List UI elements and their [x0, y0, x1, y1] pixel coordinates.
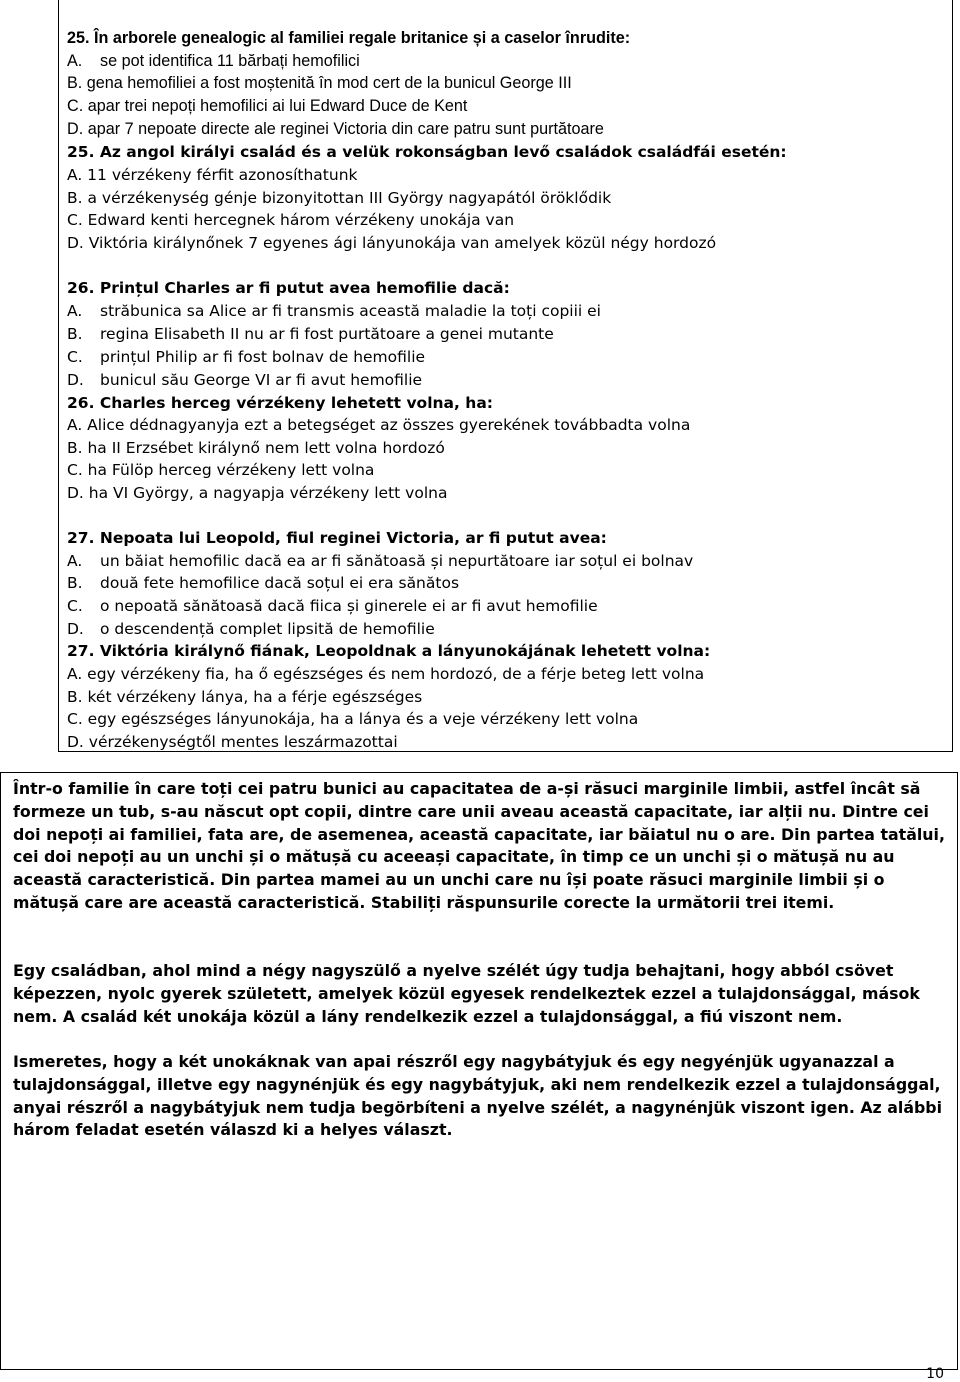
question-25-hu-option-a[interactable]: A. 11 vérzékeny férfit azonosíthatunk: [67, 166, 358, 184]
question-27-ro-option-a[interactable]: A. un băiat hemofilic dacă ea ar fi sănătoasă și nepurtătoare iar soțul ei bolnav: [67, 552, 694, 570]
question-26-hu-option-c[interactable]: C. ha Fülöp herceg vérzékeny lett volna: [67, 461, 375, 479]
question-27-hu-option-b[interactable]: B. két vérzékeny lánya, ha a férje egészséges: [67, 688, 423, 706]
question-27-ro-option-d[interactable]: D. o descendență complet lipsită de hemofilie: [67, 620, 435, 638]
question-27-ro-option-b[interactable]: B. două fete hemofilice dacă soțul ei era sănătos: [67, 574, 460, 592]
question-27-hu-title: 27. Viktória királynő fiának, Leopoldnak a lányunokájának lehetett volna:: [67, 642, 711, 660]
question-26-ro-option-d[interactable]: D. bunicul său George VI ar fi avut hemofilie: [67, 371, 423, 389]
question-27-hu-option-a[interactable]: A. egy vérzékeny fia, ha ő egészséges és nem hordozó, de a férje beteg lett volna: [67, 665, 705, 683]
context-ro-paragraph: Într-o familie în care toți cei patru bunici au capacitatea de a-și răsuci marginile limbii, astfel încât să formeze un tub, s-au născut opt copii, dintre care unii aveau această capacitate, iar alții nu. Dintre cei doi nepoți ai familiei, fata are, de asemenea, această capacitate, iar băiatul nu o are. Din partea tatălui, cei doi nepoți au un unchi și o mătușă cu aceeași capacitate, în timp ce un unchi și o mătușă nu au această caracteristică. Din partea mamei au un unchi care nu își poate răsuci marginile limbii și o mătușă care are această caracteristică. Stabiliți răspunsurile corecte la următorii trei itemi.: [13, 779, 945, 912]
page-number: 10: [926, 1366, 944, 1382]
question-26-hu-option-b[interactable]: B. ha II Erzsébet királynő nem lett volna hordozó: [67, 439, 445, 457]
question-27-ro-title: 27. Nepoata lui Leopold, fiul reginei Victoria, ar fi putut avea:: [67, 529, 607, 547]
question-26-ro-option-c[interactable]: C. prințul Philip ar fi fost bolnav de hemofilie: [67, 348, 426, 366]
context-hu-paragraph-1: Egy családban, ahol mind a négy nagyszülő a nyelve szélét úgy tudja behajtani, hogy abból csövet képezzen, nyolc gyerek született, amelyek közül egyesek rendelkeztek ezzel a tulajdonsággal, mások nem. A család két unokája közül a lány rendelkezik ezzel a tulajdonsággal, a fiú viszont nem.: [13, 961, 920, 1026]
question-25-hu-option-b[interactable]: B. a vérzékenység génje bizonyitottan III György nagyapától öröklődik: [67, 189, 612, 207]
question-25-ro-option-c[interactable]: C. apar trei nepoți hemofilici ai lui Edward Duce de Kent: [67, 97, 468, 115]
question-26-hu-title: 26. Charles herceg vérzékeny lehetett volna, ha:: [67, 394, 493, 412]
context-hu-paragraph-2: Ismeretes, hogy a két unokáknak van apai részről egy nagybátyjuk és egy negyénjük ugyanazzal a tulajdonsággal, illetve egy nagynénjük és egy nagybátyjuk, aki nem rendelkezik ezzel a tulajdonsággal, anyai részről a nagybátyjuk nem tudja begörbíteni a nyelve szélét, a nagynénjük viszont igen. Az alábbi három feladat esetén válaszd ki a helyes választ.: [13, 1052, 943, 1140]
question-27-ro-option-c[interactable]: C. o nepoată sănătoasă dacă fiica și ginerele ei ar fi avut hemofilie: [67, 597, 598, 615]
question-27-hu-option-d[interactable]: D. vérzékenységtől mentes leszármazottai: [67, 733, 398, 751]
question-27-hu-option-c[interactable]: C. egy egészséges lányunokája, ha a lánya és a veje vérzékeny lett volna: [67, 710, 639, 728]
question-25-ro-option-a[interactable]: A. se pot identifica 11 bărbați hemofilici: [67, 52, 360, 70]
question-25-hu-option-d[interactable]: D. Viktória királynőnek 7 egyenes ági lányunokája van amelyek közül négy hordozó: [67, 234, 717, 252]
question-26-ro-title: 26. Prințul Charles ar fi putut avea hemofilie dacă:: [67, 279, 510, 297]
question-25-ro-option-d[interactable]: D. apar 7 nepoate directe ale reginei Victoria din care patru sunt purtătoare: [67, 120, 604, 138]
question-26-ro-option-a[interactable]: A. străbunica sa Alice ar fi transmis această maladie la toți copiii ei: [67, 302, 601, 320]
question-25-hu-option-c[interactable]: C. Edward kenti hercegnek három vérzékeny unokája van: [67, 211, 515, 229]
question-26-ro-option-b[interactable]: B. regina Elisabeth II nu ar fi fost purtătoare a genei mutante: [67, 325, 554, 343]
question-26-hu-option-a[interactable]: A. Alice dédnagyanyja ezt a betegséget az összes gyerekének továbbadta volna: [67, 416, 691, 434]
question-25-ro-option-b[interactable]: B. gena hemofiliei a fost moștenită în mod cert de la bunicul George III: [67, 74, 572, 92]
question-26-hu-option-d[interactable]: D. ha VI György, a nagyapja vérzékeny lett volna: [67, 484, 448, 502]
question-25-ro-title: 25. În arborele genealogic al familiei regale britanice și a caselor înrudite:: [67, 29, 631, 47]
question-25-hu-title: 25. Az angol királyi család és a velük rokonságban levő családok családfái esetén:: [67, 143, 787, 161]
